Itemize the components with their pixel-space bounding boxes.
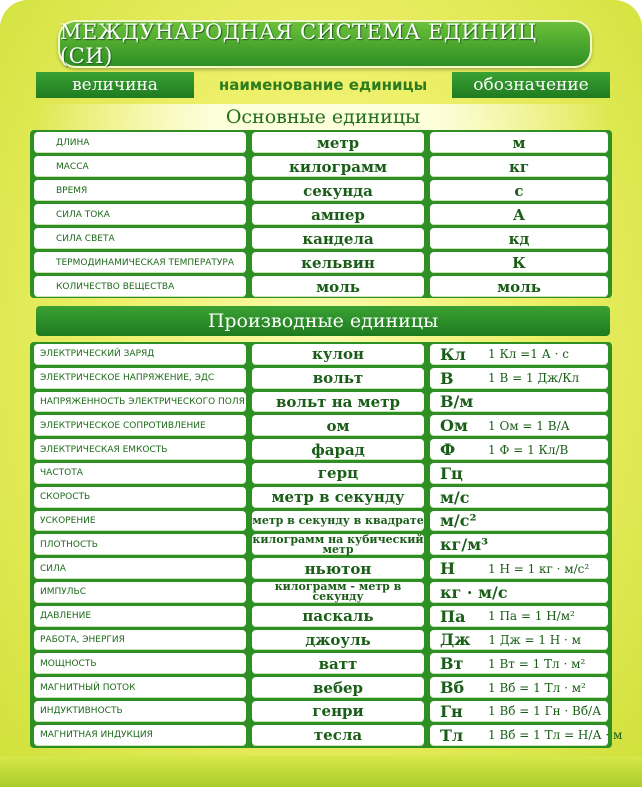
formula-text: 1 Вб = 1 Тл · м²: [488, 680, 586, 695]
symbol-cell: [430, 415, 608, 436]
quantity-cell: СИЛА: [34, 558, 246, 579]
quantity-cell: НАПРЯЖЕННОСТЬ ЭЛЕКТРИЧЕСКОГО ПОЛЯ: [34, 392, 246, 413]
symbol-cell: м: [430, 132, 608, 153]
symbol-cell: [430, 534, 608, 555]
table-row: [30, 156, 612, 177]
formula-text: 1 Па = 1 Н/м²: [488, 609, 575, 624]
unit-name-cell: ом: [252, 415, 424, 436]
unit-name-cell: ампер: [252, 204, 424, 225]
quantity-cell: СИЛА СВЕТА: [34, 228, 246, 249]
symbol-cell: [430, 725, 623, 746]
table-row: [30, 534, 612, 555]
quantity-cell: ТЕРМОДИНАМИЧЕСКАЯ ТЕМПЕРАТУРА: [34, 252, 246, 273]
symbol-cell: [430, 463, 608, 484]
table-row: [30, 180, 612, 201]
formula-text: 1 В = 1 Дж/Кл: [488, 371, 580, 386]
table-row: [30, 252, 612, 273]
unit-name-cell: генри: [252, 701, 424, 722]
symbol-cell: с: [430, 180, 608, 201]
quantity-cell: ЧАСТОТА: [34, 463, 246, 484]
table-row: [30, 511, 612, 532]
symbol-text: Тл: [440, 725, 464, 745]
header-quantity: величина: [36, 72, 194, 98]
symbol-text: В: [440, 368, 454, 388]
unit-name-cell: кулон: [252, 344, 424, 365]
symbol-text: Ф: [440, 440, 456, 460]
table-row: [30, 439, 612, 460]
table-row: [30, 701, 612, 722]
table-row: [30, 558, 612, 579]
quantity-cell: ДАВЛЕНИЕ: [34, 606, 246, 627]
quantity-cell: УСКОРЕНИЕ: [34, 511, 246, 532]
unit-name-cell: метр в секунду: [252, 487, 424, 508]
symbol-cell: [430, 558, 608, 579]
symbol-cell: [430, 439, 608, 460]
unit-name-cell: вебер: [252, 677, 424, 698]
table-row: [30, 677, 612, 698]
quantity-cell: ИМПУЛЬС: [34, 582, 246, 603]
unit-name-cell: ньютон: [252, 558, 424, 579]
quantity-cell: СИЛА ТОКА: [34, 204, 246, 225]
symbol-text: м/с²: [440, 511, 477, 531]
unit-name-cell: килограмм: [252, 156, 424, 177]
table-row: [30, 630, 612, 651]
symbol-cell: [430, 630, 608, 651]
unit-name-cell: ватт: [252, 653, 424, 674]
poster-title: МЕЖДУНАРОДНАЯ СИСТЕМА ЕДИНИЦ (СИ): [58, 20, 592, 68]
symbol-text: Вб: [440, 678, 465, 698]
unit-name-cell: килограмм - метр в секунду: [252, 582, 424, 603]
symbol-text: Н: [440, 559, 456, 579]
unit-name-cell: кандела: [252, 228, 424, 249]
symbol-cell: [430, 677, 608, 698]
quantity-cell: КОЛИЧЕСТВО ВЕЩЕСТВА: [34, 276, 246, 297]
unit-name-cell: кельвин: [252, 252, 424, 273]
table-row: [30, 228, 612, 249]
quantity-cell: ЭЛЕКТРИЧЕСКОЕ НАПРЯЖЕНИЕ, ЭДС: [34, 368, 246, 389]
quantity-cell: ЭЛЕКТРИЧЕСКОЕ СОПРОТИВЛЕНИЕ: [34, 415, 246, 436]
symbol-cell: [430, 344, 608, 365]
quantity-cell: СКОРОСТЬ: [34, 487, 246, 508]
footer-band: [0, 756, 642, 787]
table-row: [30, 463, 612, 484]
table-row: [30, 204, 612, 225]
symbol-text: Дж: [440, 630, 471, 650]
symbol-cell: К: [430, 252, 608, 273]
unit-name-cell: тесла: [252, 725, 424, 746]
derived-units-table: [30, 342, 623, 748]
symbol-text: Гц: [440, 463, 463, 483]
table-row: [30, 276, 612, 297]
symbol-cell: [430, 701, 608, 722]
unit-name-cell: вольт: [252, 368, 424, 389]
unit-name-cell: паскаль: [252, 606, 424, 627]
symbol-text: Па: [440, 606, 466, 626]
unit-name-cell: секунда: [252, 180, 424, 201]
symbol-cell: кд: [430, 228, 608, 249]
quantity-cell: ДЛИНА: [34, 132, 246, 153]
unit-name-cell: герц: [252, 463, 424, 484]
symbol-cell: моль: [430, 276, 608, 297]
quantity-cell: ЭЛЕКТРИЧЕСКИЙ ЗАРЯД: [34, 344, 246, 365]
quantity-cell: ВРЕМЯ: [34, 180, 246, 201]
symbol-text: Ом: [440, 416, 468, 436]
formula-text: 1 Вб = 1 Тл = Н/А · м: [488, 728, 623, 743]
table-row: [30, 487, 612, 508]
symbol-text: В/м: [440, 392, 474, 412]
unit-name-cell: фарад: [252, 439, 424, 460]
symbol-cell: [430, 582, 608, 603]
formula-text: 1 Ом = 1 В/А: [488, 418, 570, 433]
symbol-text: Гн: [440, 701, 463, 721]
quantity-cell: РАБОТА, ЭНЕРГИЯ: [34, 630, 246, 651]
column-header-row: [0, 72, 642, 98]
symbol-text: Вт: [440, 654, 464, 674]
quantity-cell: МОЩНОСТЬ: [34, 653, 246, 674]
quantity-cell: ИНДУКТИВНОСТЬ: [34, 701, 246, 722]
unit-name-cell: метр: [252, 132, 424, 153]
formula-text: 1 Вб = 1 Гн · Вб/А: [488, 704, 602, 719]
quantity-cell: МАССА: [34, 156, 246, 177]
symbol-text: м/с: [440, 487, 470, 507]
table-row: [30, 368, 612, 389]
symbol-text: кг · м/с: [440, 582, 508, 602]
basic-units-table: [30, 130, 612, 298]
symbol-cell: [430, 653, 608, 674]
header-symbol: обозначение: [452, 72, 610, 98]
table-row: [30, 725, 623, 746]
unit-name-cell: вольт на метр: [252, 392, 424, 413]
table-row: [30, 132, 612, 153]
unit-name-cell: моль: [252, 276, 424, 297]
table-row: [30, 653, 612, 674]
section-basic-units: Основные единицы: [36, 104, 610, 130]
table-row: [30, 415, 612, 436]
unit-name-cell: джоуль: [252, 630, 424, 651]
symbol-text: Кл: [440, 344, 466, 364]
formula-text: 1 Ф = 1 Кл/В: [488, 442, 569, 457]
header-unit-name: наименование единицы: [218, 76, 428, 94]
formula-text: 1 Дж = 1 Н · м: [488, 632, 582, 647]
symbol-cell: [430, 606, 608, 627]
symbol-cell: [430, 368, 608, 389]
symbol-cell: А: [430, 204, 608, 225]
symbol-cell: кг: [430, 156, 608, 177]
table-row: [30, 606, 612, 627]
formula-text: 1 Кл =1 А · с: [488, 347, 569, 362]
symbol-text: кг/м³: [440, 535, 489, 555]
quantity-cell: МАГНИТНАЯ ИНДУКЦИЯ: [34, 725, 246, 746]
symbol-cell: [430, 392, 608, 413]
quantity-cell: МАГНИТНЫЙ ПОТОК: [34, 677, 246, 698]
unit-name-cell: килограмм на кубический метр: [252, 532, 424, 556]
symbol-cell: [430, 487, 608, 508]
quantity-cell: ЭЛЕКТРИЧЕСКАЯ ЕМКОСТЬ: [34, 439, 246, 460]
symbol-cell: [430, 511, 608, 532]
quantity-cell: ПЛОТНОСТЬ: [34, 534, 246, 555]
table-row: [30, 392, 612, 413]
section-derived-units: Производные единицы: [36, 306, 610, 336]
unit-name-cell: метр в секунду в квадрате: [252, 511, 424, 532]
table-row: [30, 582, 612, 603]
table-row: [30, 344, 612, 365]
formula-text: 1 Вт = 1 Тл · м²: [488, 656, 586, 671]
formula-text: 1 Н = 1 кг · м/с²: [488, 561, 590, 576]
